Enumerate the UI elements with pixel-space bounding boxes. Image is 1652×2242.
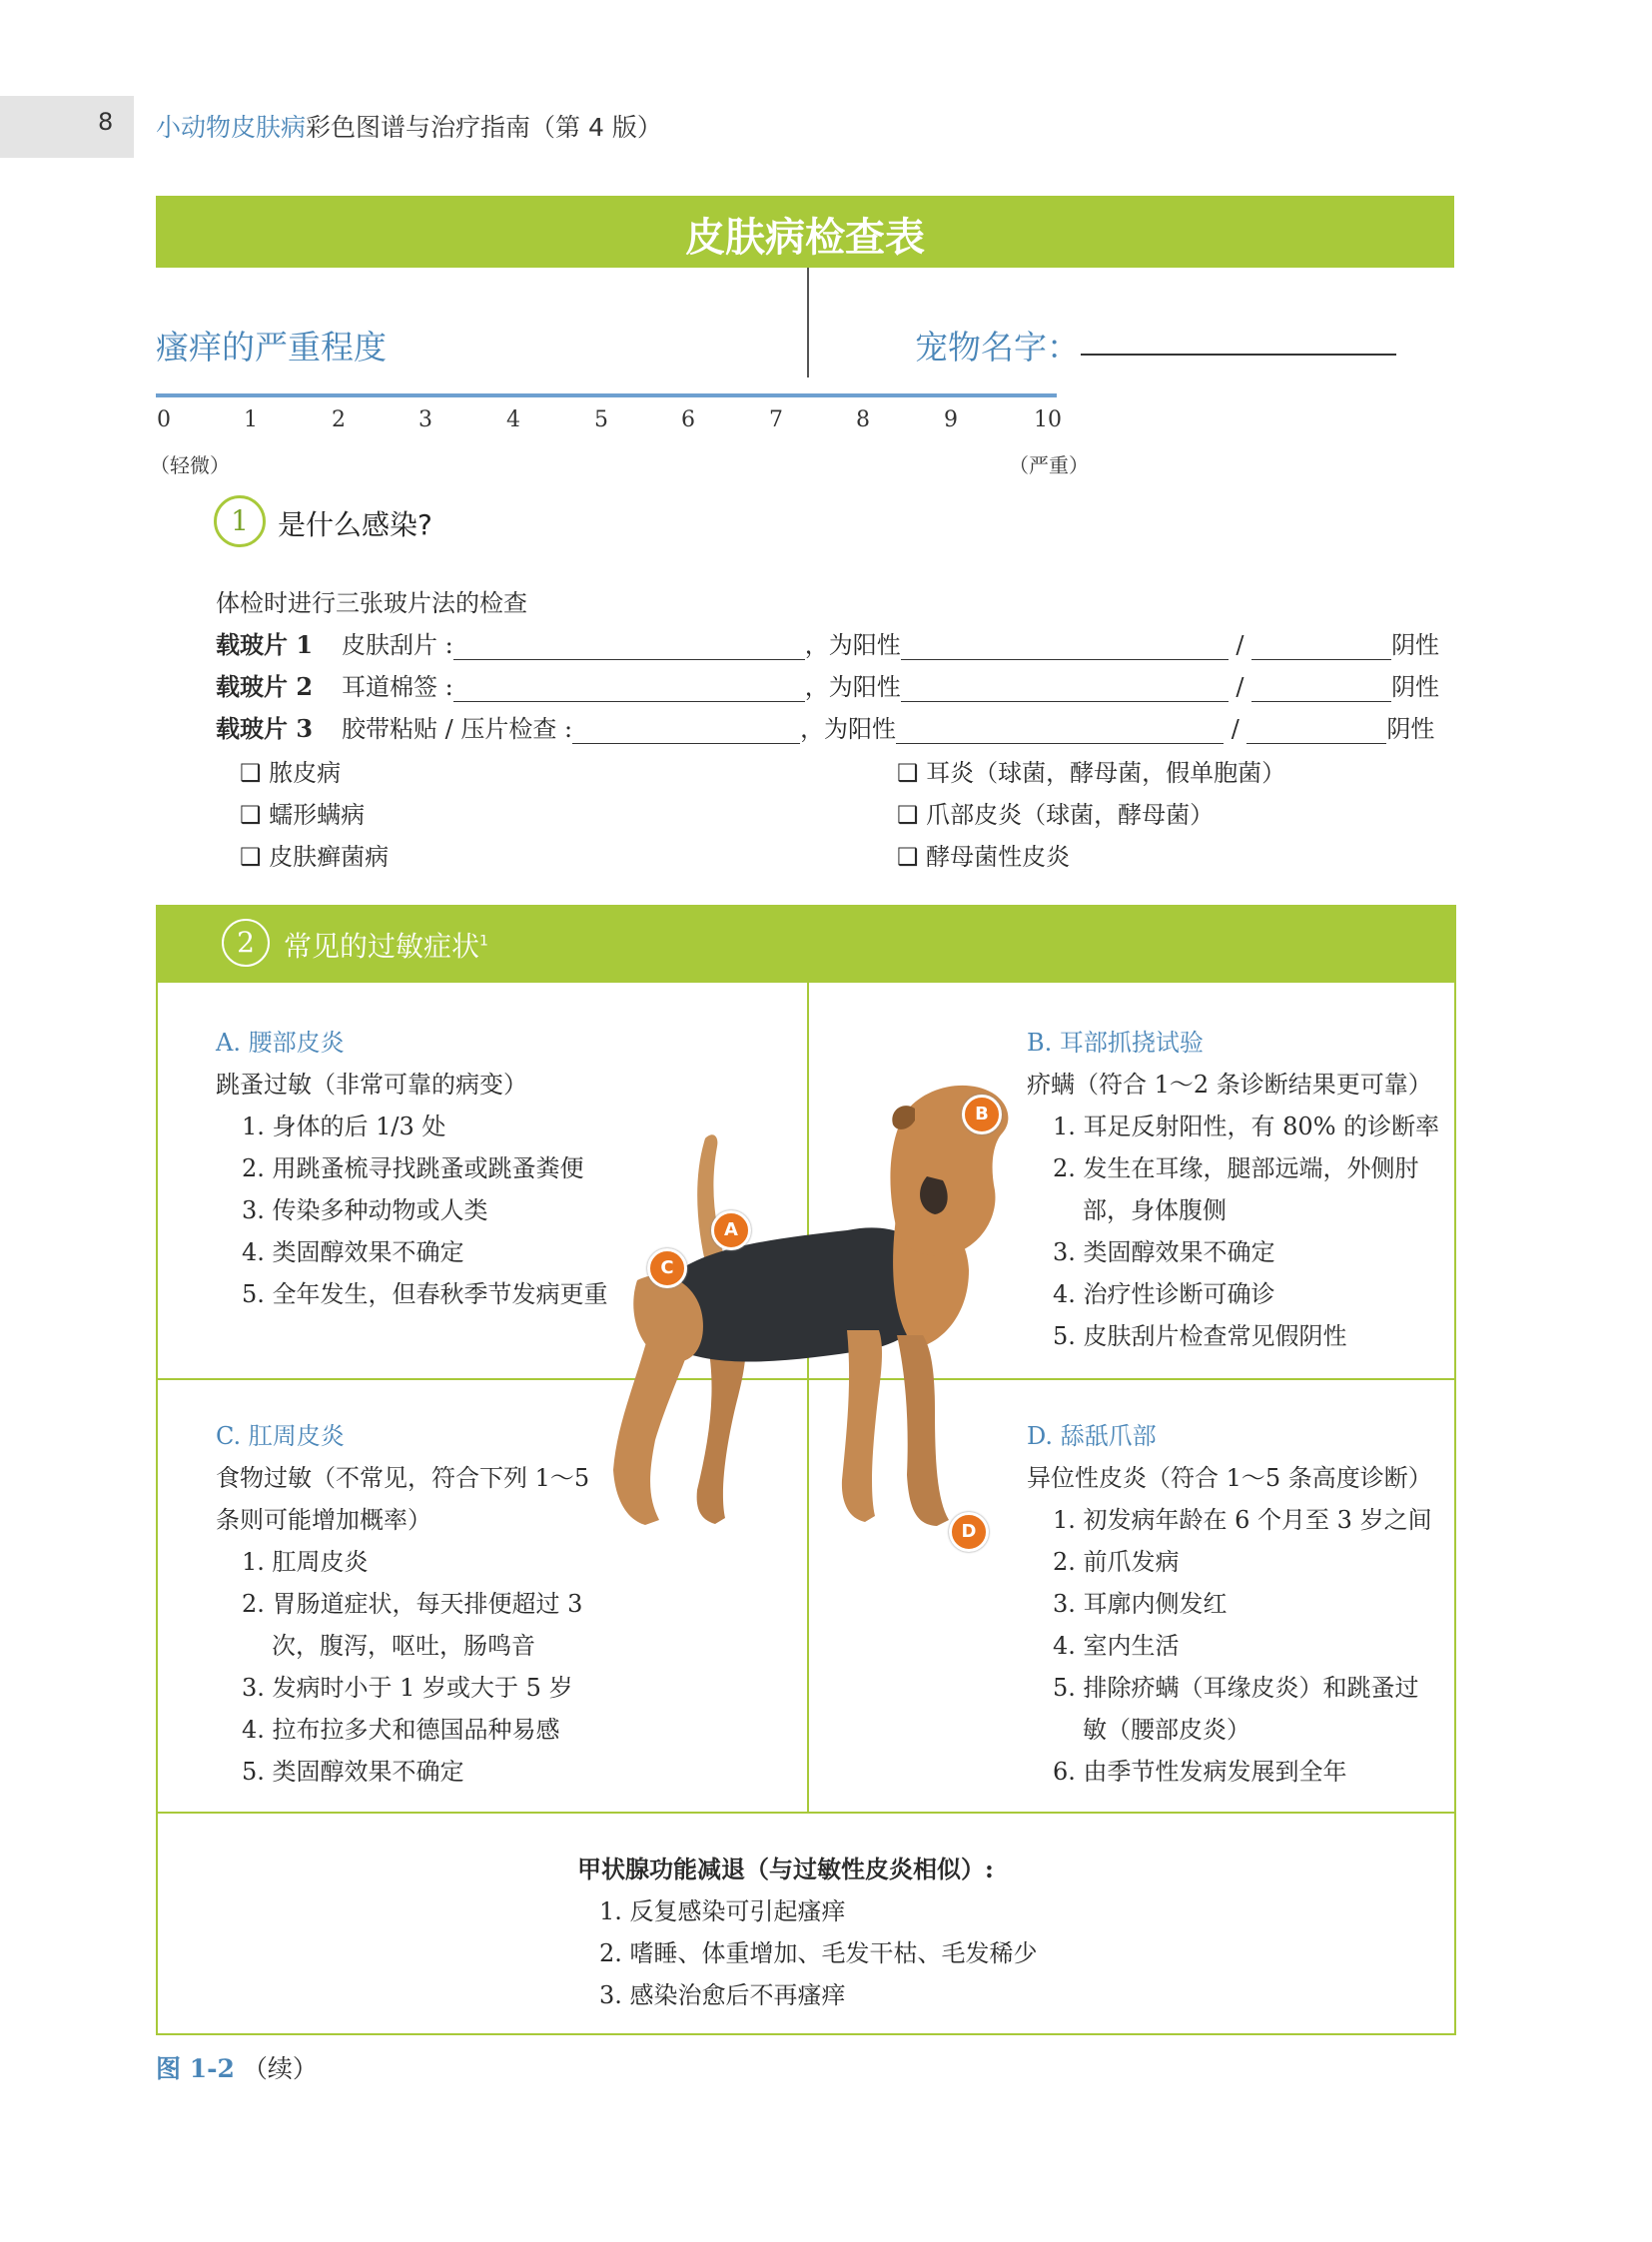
hypothyroid-item: 3. 感染治愈后不再瘙痒 (599, 1981, 846, 2009)
quadrant-d-item: 2. 前爪发病 (1053, 1548, 1180, 1576)
quadrant-c-item: 5. 类固醇效果不确定 (242, 1758, 464, 1786)
running-head (156, 108, 662, 144)
scale-min-note: （轻微） (150, 453, 230, 477)
pet-name-field[interactable] (1081, 354, 1396, 356)
scale-max-note: （严重） (1009, 453, 1089, 477)
quadrant-b-item: 1. 耳足反射阳性，有 80% 的诊断率 (1053, 1113, 1440, 1140)
quadrant-b-item: 2. 发生在耳缘，腿部远端，外侧肘 (1053, 1154, 1419, 1182)
marker-b: B (962, 1095, 1002, 1134)
slide2-result-field[interactable] (453, 679, 805, 702)
checkbox-pododermatitis[interactable]: ❑ 爪部皮炎（球菌，酵母菌） (897, 801, 1215, 829)
scale-tick[interactable]: 6 (681, 407, 695, 432)
scale-tick[interactable]: 10 (1034, 407, 1062, 432)
quadrant-a-item: 3. 传染多种动物或人类 (242, 1196, 488, 1224)
page-number-box (0, 96, 134, 158)
slide-negative-label: 阴性 (1391, 631, 1440, 659)
quadrant-c-heading: C. 肛周皮炎 (216, 1422, 345, 1450)
quadrant-a-item: 1. 身体的后 1/3 处 (242, 1113, 446, 1140)
slide-positive-label: ，为阳性 (804, 673, 901, 701)
page-number: 8 (98, 108, 114, 136)
checkbox-otitis[interactable]: ❑ 耳炎（球菌，酵母菌，假单胞菌） (897, 759, 1286, 787)
quadrant-d-heading: D. 舔舐爪部 (1027, 1422, 1157, 1450)
quadrant-b-heading: B. 耳部抓挠试验 (1027, 1029, 1204, 1057)
quadrant-c-item: 4. 拉布拉多犬和德国品种易感 (242, 1716, 560, 1744)
quadrant-d-item: 6. 由季节性发病发展到全年 (1053, 1758, 1347, 1786)
quadrant-b-item-cont: 部，身体腹侧 (1083, 1196, 1227, 1224)
quadrant-b-item: 3. 类固醇效果不确定 (1053, 1238, 1275, 1266)
quadrant-b-subheading: 疥螨（符合 1～2 条诊断结果更可靠） (1027, 1071, 1432, 1099)
figure-continued: （续） (242, 2054, 318, 2083)
slide-row-3: 载玻片 3 胶带粘贴 / 压片检查 : ，为阳性 / 阴性 (216, 709, 1434, 744)
quadrant-a-subheading: 跳蚤过敏（非常可靠的病变） (216, 1071, 527, 1099)
section1-title: 是什么感染? (278, 508, 432, 541)
slide-row-1: 载玻片 1 皮肤刮片 : ，为阳性 / 阴性 (216, 625, 1439, 660)
hypothyroid-heading-text: 甲状腺功能减退（与过敏性皮炎相似）: (577, 1855, 994, 1883)
hypothyroid-item: 2. 嗜睡、体重增加、毛发干枯、毛发稀少 (599, 1939, 1038, 1967)
section1-number-badge: 1 (214, 495, 266, 547)
scale-tick[interactable]: 9 (944, 407, 958, 432)
header-divider (807, 268, 809, 377)
grid-horizontal-divider (156, 1812, 1454, 1814)
quadrant-c-item: 2. 胃肠道症状，每天排便超过 3 (242, 1590, 583, 1618)
form-title: 皮肤病检查表 (685, 214, 925, 261)
quadrant-c-item-cont: 次，腹泻，呕吐，肠鸣音 (272, 1632, 535, 1660)
airedale-dog-illustration (597, 1081, 1017, 1540)
slide3-result-field[interactable] (572, 721, 800, 744)
slide2-negative-field[interactable] (1251, 679, 1391, 702)
quadrant-c-subheading-cont: 条则可能增加概率） (216, 1506, 431, 1534)
slide-label: 载玻片 2 (216, 672, 314, 701)
slide3-negative-field[interactable] (1246, 721, 1386, 744)
slide-negative-label: 阴性 (1386, 715, 1435, 743)
hypothyroid-heading (577, 1850, 994, 1884)
quadrant-c-item: 1. 肛周皮炎 (242, 1548, 369, 1576)
slide-method: 皮肤刮片 : (342, 631, 453, 659)
book-title-colored: 小动物皮肤病 (156, 113, 307, 142)
figure-label: 图 1-2 (156, 2054, 235, 2083)
scale-tick[interactable]: 8 (856, 407, 870, 432)
slide-method: 耳道棉签 : (342, 673, 453, 701)
slide-positive-label: ，为阳性 (800, 715, 897, 743)
scale-tick[interactable]: 1 (244, 407, 258, 432)
quadrant-d-item: 4. 室内生活 (1053, 1632, 1180, 1660)
slide1-negative-field[interactable] (1251, 637, 1391, 660)
section1-intro: 体检时进行三张玻片法的检查 (216, 589, 527, 617)
slide3-positive-field[interactable] (896, 721, 1224, 744)
section2-number-badge: 2 (222, 919, 270, 967)
hypothyroid-item: 1. 反复感染可引起瘙痒 (599, 1897, 846, 1925)
slide-negative-label: 阴性 (1391, 673, 1440, 701)
itch-severity-label: 瘙痒的严重程度 (156, 328, 387, 367)
checkbox-dermatophytosis[interactable]: ❑ 皮肤癣菌病 (240, 843, 390, 871)
slide1-result-field[interactable] (453, 637, 805, 660)
scale-tick[interactable]: 4 (506, 407, 520, 432)
scale-tick[interactable]: 5 (594, 407, 608, 432)
scale-tick[interactable]: 7 (769, 407, 783, 432)
slide-method: 胶带粘贴 / 压片检查 : (342, 715, 573, 743)
quadrant-a-item: 5. 全年发生，但春秋季节发病更重 (242, 1280, 608, 1308)
quadrant-a-heading: A. 腰部皮炎 (216, 1029, 345, 1057)
section2-title (284, 925, 488, 965)
scale-tick[interactable]: 0 (157, 407, 171, 432)
quadrant-a-item: 4. 类固醇效果不确定 (242, 1238, 464, 1266)
quadrant-b-item: 5. 皮肤刮片检查常见假阴性 (1053, 1322, 1347, 1350)
scale-tick[interactable]: 3 (418, 407, 432, 432)
quadrant-d-item: 1. 初发病年龄在 6 个月至 3 岁之间 (1053, 1506, 1432, 1534)
slide-positive-label: ，为阳性 (804, 631, 901, 659)
slide-label: 载玻片 3 (216, 714, 314, 743)
quadrant-d-item: 5. 排除疥螨（耳缘皮炎）和跳蚤过 (1053, 1674, 1419, 1702)
section2-title-text: 常见的过敏症状 (284, 930, 480, 963)
quadrant-c-item: 3. 发病时小于 1 岁或大于 5 岁 (242, 1674, 573, 1702)
quadrant-a-item: 2. 用跳蚤梳寻找跳蚤或跳蚤粪便 (242, 1154, 584, 1182)
quadrant-d-item-cont: 敏（腰部皮炎） (1083, 1716, 1250, 1744)
checkbox-demodicosis[interactable]: ❑ 蠕形螨病 (240, 801, 366, 829)
quadrant-b-item: 4. 治疗性诊断可确诊 (1053, 1280, 1275, 1308)
marker-d: D (949, 1512, 989, 1552)
marker-c: C (647, 1248, 687, 1288)
figure-caption (156, 2049, 318, 2085)
slide1-positive-field[interactable] (901, 637, 1229, 660)
slide-row-2: 载玻片 2 耳道棉签 : ，为阳性 / 阴性 (216, 667, 1439, 702)
itch-scale-line (156, 393, 1057, 397)
quadrant-c-subheading: 食物过敏（不常见，符合下列 1～5 (216, 1464, 590, 1492)
checkbox-yeast-dermatitis[interactable]: ❑ 酵母菌性皮炎 (897, 843, 1071, 871)
pet-name-label: 宠物名字： (915, 328, 1080, 367)
slide-label: 载玻片 1 (216, 630, 314, 659)
marker-a: A (711, 1210, 751, 1250)
book-title-rest: 彩色图谱与治疗指南（第 4 版） (306, 113, 662, 142)
checkbox-pyoderma[interactable]: ❑ 脓皮病 (240, 759, 342, 787)
slide2-positive-field[interactable] (901, 679, 1229, 702)
quadrant-d-item: 3. 耳廓内侧发红 (1053, 1590, 1228, 1618)
section2-footnote-mark: 1 (479, 933, 488, 950)
quadrant-d-subheading: 异位性皮炎（符合 1～5 条高度诊断） (1027, 1464, 1432, 1492)
scale-tick[interactable]: 2 (332, 407, 346, 432)
